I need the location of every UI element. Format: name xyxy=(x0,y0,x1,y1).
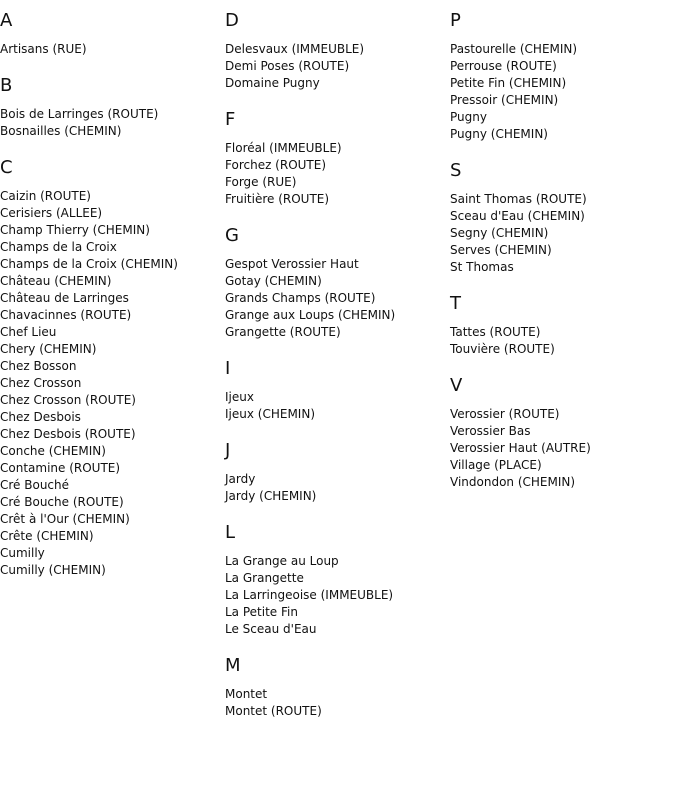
street-link[interactable]: Pugny xyxy=(450,110,487,124)
letter-heading: G xyxy=(225,225,239,246)
letter-heading: T xyxy=(450,293,461,314)
letter-heading: P xyxy=(450,10,461,31)
street-link[interactable]: Perrouse (ROUTE) xyxy=(450,59,557,73)
letter-group xyxy=(450,293,675,358)
street-index-column-2 xyxy=(225,10,450,737)
letter-heading: L xyxy=(225,522,236,543)
street-link[interactable]: Château de Larringes xyxy=(0,291,129,305)
street-link[interactable]: Chery (CHEMIN) xyxy=(0,342,97,356)
letter-group xyxy=(225,225,450,341)
street-link[interactable]: Chez Crosson xyxy=(0,376,82,390)
street-link[interactable]: Verossier Haut (AUTRE) xyxy=(450,441,591,455)
street-link[interactable]: Conche (CHEMIN) xyxy=(0,444,106,458)
street-link[interactable]: Pressoir (CHEMIN) xyxy=(450,93,559,107)
letter-group xyxy=(0,10,225,58)
letter-group xyxy=(450,10,675,143)
street-link[interactable]: Grands Champs (ROUTE) xyxy=(225,291,376,305)
street-link[interactable]: Saint Thomas (ROUTE) xyxy=(450,192,587,206)
street-link[interactable]: Segny (CHEMIN) xyxy=(450,226,549,240)
street-link[interactable]: Ijeux (CHEMIN) xyxy=(225,407,315,421)
street-link[interactable]: Contamine (ROUTE) xyxy=(0,461,121,475)
street-link[interactable]: Pugny (CHEMIN) xyxy=(450,127,548,141)
street-link[interactable]: Demi Poses (ROUTE) xyxy=(225,59,350,73)
street-link[interactable]: Jardy xyxy=(225,472,256,486)
street-link[interactable]: Cré Bouche (ROUTE) xyxy=(0,495,124,509)
letter-group xyxy=(225,109,450,208)
street-link[interactable]: Artisans (RUE) xyxy=(0,42,87,56)
street-link[interactable]: Gotay (CHEMIN) xyxy=(225,274,322,288)
street-link[interactable]: Gespot Verossier Haut xyxy=(225,257,359,271)
street-link[interactable]: Le Sceau d'Eau xyxy=(225,622,317,636)
street-link[interactable]: Crêt à l'Our (CHEMIN) xyxy=(0,512,130,526)
street-link[interactable]: Petite Fin (CHEMIN) xyxy=(450,76,567,90)
street-link[interactable]: La Grange au Loup xyxy=(225,554,339,568)
street-link[interactable]: Montet (ROUTE) xyxy=(225,704,322,718)
letter-group xyxy=(225,10,450,92)
street-link[interactable]: Delesvaux (IMMEUBLE) xyxy=(225,42,365,56)
letter-group xyxy=(0,75,225,140)
street-link[interactable]: Cerisiers (ALLEE) xyxy=(0,206,103,220)
street-link[interactable]: Touvière (ROUTE) xyxy=(450,342,555,356)
street-link[interactable]: Vindondon (CHEMIN) xyxy=(450,475,576,489)
street-link[interactable]: Château (CHEMIN) xyxy=(0,274,112,288)
street-link[interactable]: La Grangette xyxy=(225,571,304,585)
street-link[interactable]: Pastourelle (CHEMIN) xyxy=(450,42,578,56)
street-link[interactable]: Chez Crosson (ROUTE) xyxy=(0,393,136,407)
letter-heading: F xyxy=(225,109,236,130)
letter-group xyxy=(225,358,450,423)
street-link[interactable]: Fruitière (ROUTE) xyxy=(225,192,330,206)
street-link[interactable]: Grangette (ROUTE) xyxy=(225,325,341,339)
street-link[interactable]: La Petite Fin xyxy=(225,605,298,619)
street-link[interactable]: Verossier Bas xyxy=(450,424,531,438)
street-link[interactable]: Grange aux Loups (CHEMIN) xyxy=(225,308,396,322)
street-link[interactable]: Verossier (ROUTE) xyxy=(450,407,560,421)
street-link[interactable]: La Larringeoise (IMMEUBLE) xyxy=(225,588,394,602)
letter-group xyxy=(225,522,450,638)
street-link[interactable]: Crête (CHEMIN) xyxy=(0,529,94,543)
street-link[interactable]: Bois de Larringes (ROUTE) xyxy=(0,107,159,121)
street-link[interactable]: Tattes (ROUTE) xyxy=(450,325,541,339)
street-link[interactable]: Caizin (ROUTE) xyxy=(0,189,91,203)
letter-heading: I xyxy=(225,358,231,379)
street-link[interactable]: Chavacinnes (ROUTE) xyxy=(0,308,132,322)
street-link[interactable]: Montet xyxy=(225,687,268,701)
letter-group xyxy=(450,375,675,491)
street-link[interactable]: Floréal (IMMEUBLE) xyxy=(225,141,342,155)
letter-heading: A xyxy=(0,10,13,31)
street-link[interactable]: St Thomas xyxy=(450,260,514,274)
street-link[interactable]: Champ Thierry (CHEMIN) xyxy=(0,223,150,237)
street-link[interactable]: Chez Desbois xyxy=(0,410,81,424)
letter-heading: D xyxy=(225,10,239,31)
street-link[interactable]: Sceau d'Eau (CHEMIN) xyxy=(450,209,585,223)
street-link[interactable]: Chez Desbois (ROUTE) xyxy=(0,427,136,441)
street-link[interactable]: Bosnailles (CHEMIN) xyxy=(0,124,122,138)
street-link[interactable]: Forge (RUE) xyxy=(225,175,297,189)
street-link[interactable]: Cumilly (CHEMIN) xyxy=(0,563,106,577)
street-link[interactable]: Ijeux xyxy=(225,390,254,404)
street-link[interactable]: Champs de la Croix xyxy=(0,240,117,254)
street-link[interactable]: Champs de la Croix (CHEMIN) xyxy=(0,257,178,271)
street-link[interactable]: Village (PLACE) xyxy=(450,458,542,472)
street-link[interactable]: Cré Bouché xyxy=(0,478,70,492)
street-link[interactable]: Domaine Pugny xyxy=(225,76,320,90)
letter-group xyxy=(0,157,225,579)
street-link[interactable]: Chez Bosson xyxy=(0,359,77,373)
street-link[interactable]: Jardy (CHEMIN) xyxy=(225,489,317,503)
letter-heading: B xyxy=(0,75,13,96)
letter-group xyxy=(450,160,675,276)
letter-heading: M xyxy=(225,655,241,676)
letter-heading: V xyxy=(450,375,463,396)
letter-heading: S xyxy=(450,160,462,181)
street-link[interactable]: Serves (CHEMIN) xyxy=(450,243,552,257)
letter-group xyxy=(225,440,450,505)
street-link[interactable]: Chef Lieu xyxy=(0,325,57,339)
letter-heading: J xyxy=(225,440,231,461)
street-link[interactable]: Cumilly xyxy=(0,546,45,560)
street-index-column-3 xyxy=(450,10,675,508)
letter-heading: C xyxy=(0,157,13,178)
letter-group xyxy=(225,655,450,720)
street-link[interactable]: Forchez (ROUTE) xyxy=(225,158,327,172)
street-index-column-1 xyxy=(0,10,225,596)
